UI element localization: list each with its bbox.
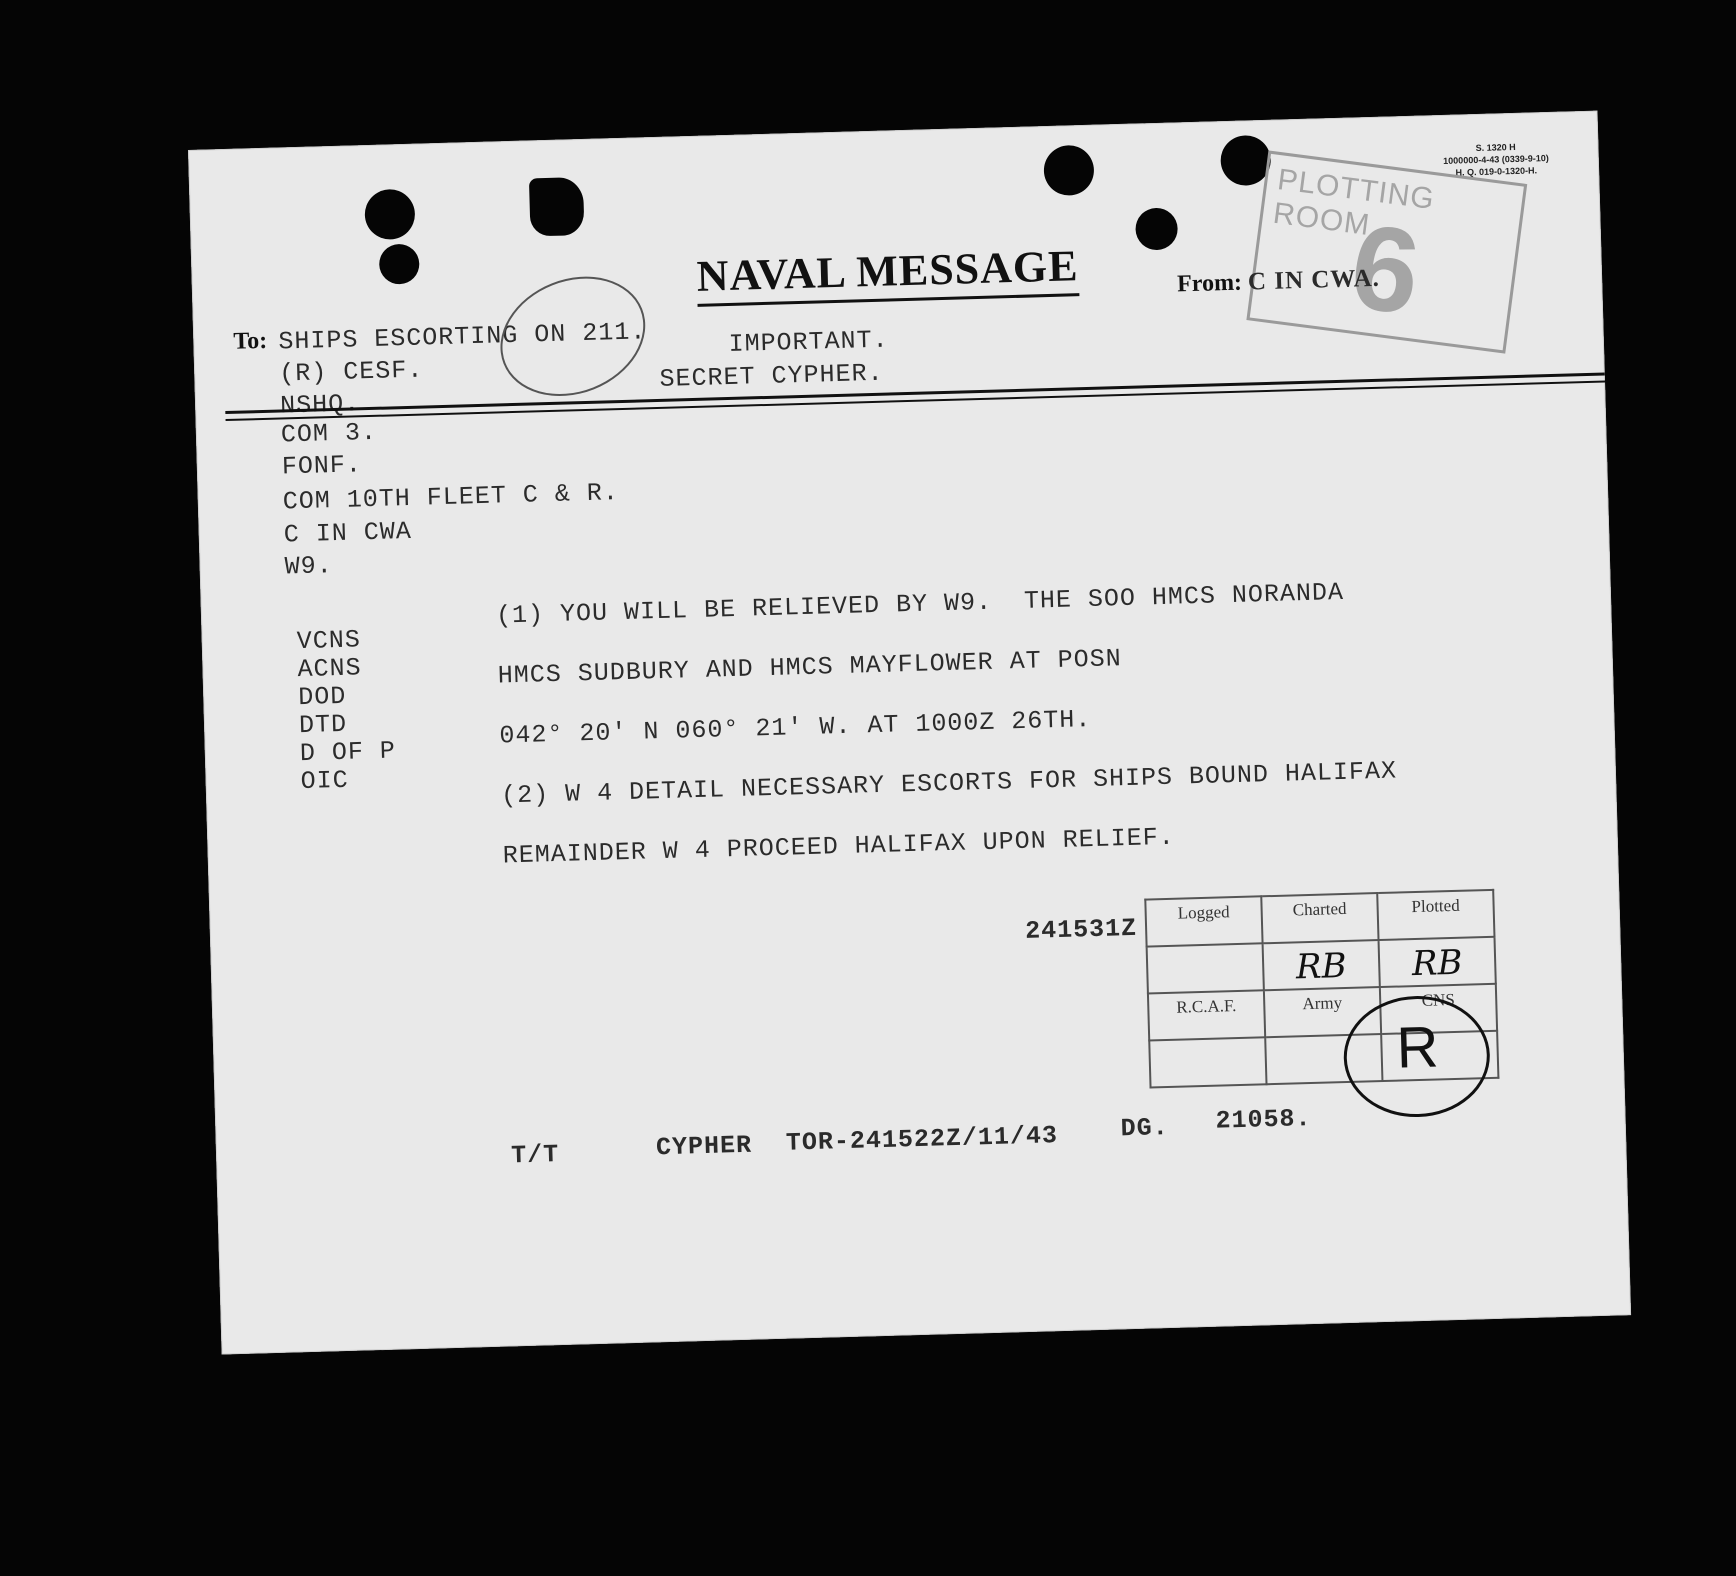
- from-value: C IN CWA.: [1247, 264, 1381, 296]
- addressee-line: (R) CESF.: [278, 355, 424, 389]
- transmission-method: T/T: [510, 1140, 560, 1171]
- log-initials-cell: RB: [1379, 937, 1496, 987]
- page-title: NAVAL MESSAGE: [696, 240, 1079, 307]
- punch-hole: [379, 244, 420, 285]
- dg-value: 21058.: [1215, 1104, 1312, 1136]
- log-empty-cell: [1149, 1037, 1266, 1087]
- addressee-line: FONF.: [281, 450, 363, 482]
- log-header-logged: Logged: [1145, 896, 1262, 946]
- priority-label: IMPORTANT.: [728, 325, 890, 359]
- addressee-line: C IN CWA: [283, 516, 413, 550]
- from-label-text: From:: [1176, 269, 1243, 298]
- distribution-line: VCNS: [296, 625, 362, 657]
- cypher-method: SECRET CYPHER.: [659, 358, 884, 394]
- log-label-army: Army: [1264, 987, 1381, 1037]
- plotting-room-stamp: [1246, 150, 1527, 353]
- form-code: [1443, 140, 1550, 179]
- message-form: [188, 111, 1631, 1355]
- header-divider: [225, 373, 1605, 415]
- to-label: To:: [233, 327, 268, 355]
- distribution-line: OIC: [300, 765, 350, 797]
- form-code-line: 1000000-4-43 (0339-9-10): [1443, 153, 1549, 166]
- message-body-line: (2) W 4 DETAIL NECESSARY ESCORTS FOR SHIPS BOUND HALIFAX: [500, 756, 1398, 811]
- stamp-label: PLOTTING ROOM: [1271, 163, 1437, 243]
- handwritten-ellipse: [483, 256, 664, 417]
- punch-hole: [529, 177, 585, 236]
- distribution-line: D OF P: [299, 736, 397, 769]
- header-divider: [226, 381, 1606, 422]
- circled-r-letter: R: [1395, 1014, 1440, 1081]
- form-code-line: S. 1320 H: [1475, 141, 1516, 154]
- punch-hole: [364, 189, 415, 240]
- log-header-charted: Charted: [1261, 893, 1378, 943]
- log-header-plotted: Plotted: [1377, 890, 1494, 940]
- addressee-line: COM 10TH FLEET C & R.: [282, 478, 620, 517]
- message-body-line: HMCS SUDBURY AND HMCS MAYFLOWER AT POSN: [497, 644, 1123, 691]
- log-label-rcaf: R.C.A.F.: [1148, 990, 1265, 1040]
- message-body-line: REMAINDER W 4 PROCEED HALIFAX UPON RELIEF.: [502, 822, 1176, 871]
- footer-cypher: CYPHER: [655, 1130, 753, 1163]
- log-initials-cell: RB: [1263, 940, 1380, 990]
- addressee-line: NSHQ.: [279, 389, 361, 421]
- stamp-number: 6: [1343, 198, 1428, 341]
- form-code-line: H. Q. 019-0-1320-H.: [1455, 165, 1538, 178]
- distribution-line: DOD: [297, 681, 347, 713]
- log-label-cns: CNS: [1380, 984, 1497, 1034]
- time-of-receipt: TOR-241522Z/11/43: [785, 1121, 1059, 1158]
- punch-hole: [1135, 207, 1178, 250]
- distribution-line: DTD: [298, 709, 348, 741]
- message-body-line: 042° 20' N 060° 21' W. AT 1000Z 26TH.: [499, 705, 1092, 751]
- time-of-origin: 241531Z: [1024, 913, 1138, 946]
- addressee-line: W9.: [284, 551, 334, 582]
- message-body-line: (1) YOU WILL BE RELIEVED BY W9. THE SOO HMCS NORANDA: [495, 577, 1345, 631]
- punch-hole: [1043, 145, 1094, 196]
- dg-label: DG.: [1120, 1113, 1170, 1144]
- from-label: [1177, 265, 1381, 299]
- addressee-line: SHIPS ESCORTING ON 211.: [277, 317, 647, 357]
- log-initials-cell: [1147, 943, 1264, 993]
- addressee-line: COM 3.: [280, 417, 378, 450]
- distribution-line: ACNS: [297, 653, 362, 685]
